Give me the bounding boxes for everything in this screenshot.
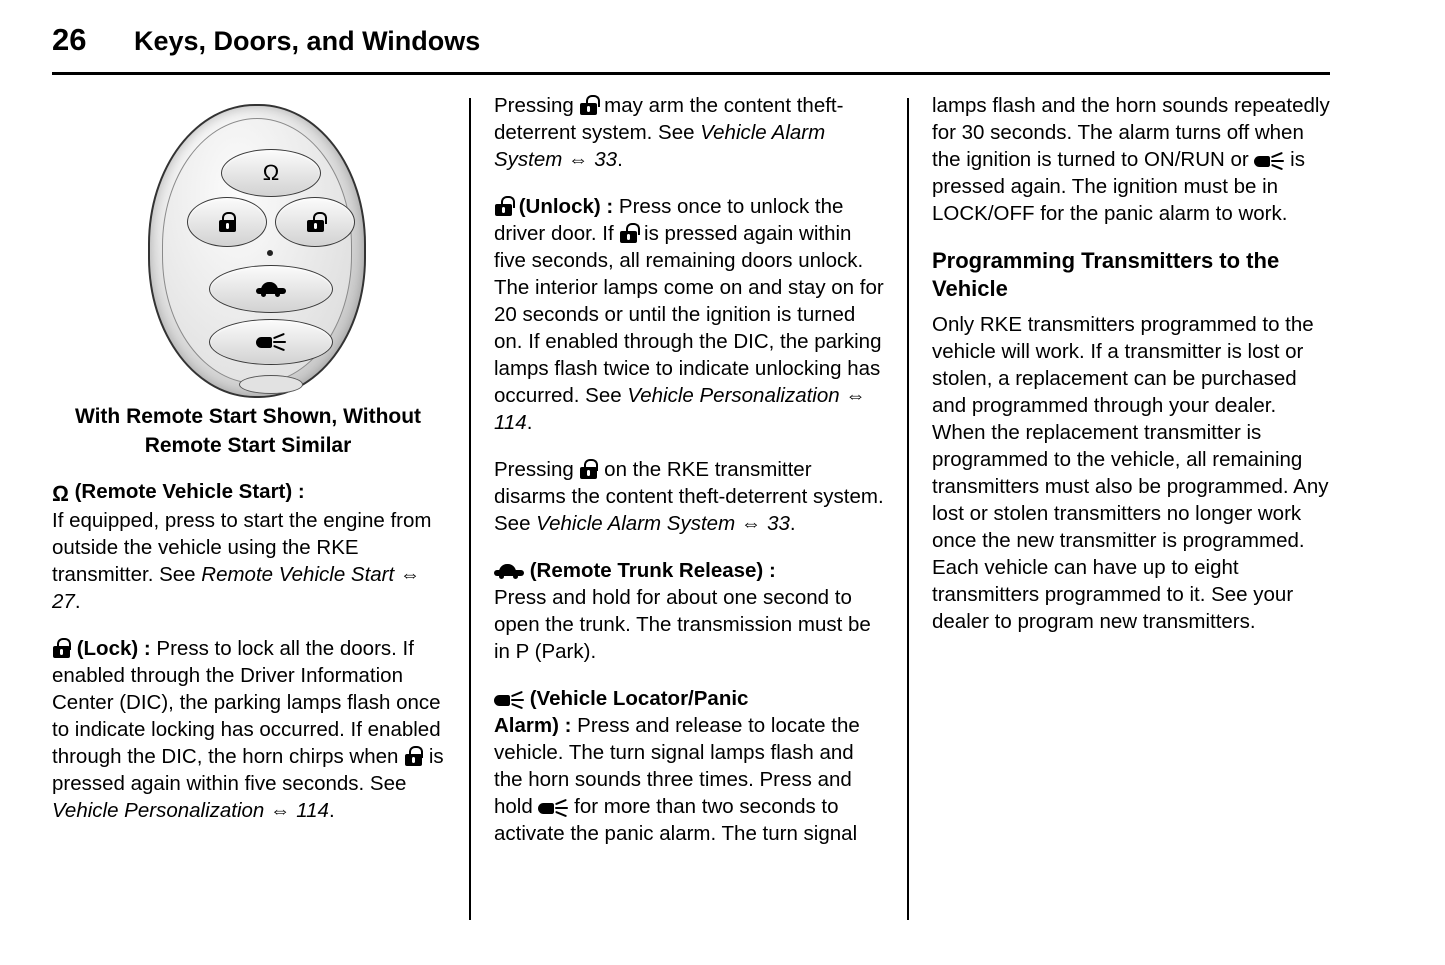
unlock-text-a: Press once to unlock the driver door. If	[494, 195, 844, 245]
trunk-label: (Remote Trunk Release) :	[529, 559, 776, 582]
lock-paragraph: (Lock) : Press to lock all the doors. If enabled through the Driver Information Center (DIC), the parking lamps flash once to indicate locking has occurred. If enabled through the DIC, the horn chirps when is pressed again within five seconds. See Vehicle Personalization ⇔ 114.	[52, 637, 444, 822]
column-1	[52, 92, 444, 920]
column-divider-2	[907, 98, 909, 920]
panic-text-a: Press and release to locate the vehicle. The turn signal lamps flash and the horn sounds three times. Press and hold	[494, 714, 860, 818]
fob-keyring-slot	[239, 375, 303, 394]
remote-start-text: If equipped, press to start the engine from outside the vehicle using the RKE transmitter. See	[52, 509, 432, 586]
remote-start-icon: Ω	[52, 481, 69, 506]
panic-text-b: for more than two seconds to activate the panic alarm. The turn signal	[494, 795, 858, 845]
disarm-ref: Vehicle Alarm System	[536, 512, 736, 535]
remote-start-ref: Remote Vehicle Start	[201, 563, 395, 586]
page-number: 26	[52, 22, 87, 57]
unlock-icon	[580, 95, 597, 115]
page-header	[52, 22, 1330, 58]
figure-caption-line2: Remote Start Similar	[144, 434, 352, 457]
chapter-title: Keys, Doors, and Windows	[134, 26, 481, 56]
unlock-icon	[620, 223, 637, 243]
panic-continued-paragraph	[932, 92, 1332, 227]
horn-icon	[256, 334, 286, 350]
remote-start-paragraph: Ω (Remote Vehicle Start) : If equipped, press to start the engine from outside the vehicle using the RKE transmitter. See Remote Vehicle Start ⇔ 27.	[52, 480, 432, 613]
fob-unlock-button	[275, 197, 355, 247]
fob-lock-button	[187, 197, 267, 247]
arm-page: 33	[594, 148, 618, 171]
lock-period: .	[328, 799, 335, 822]
horn-icon	[494, 692, 524, 708]
lock-text-a: Press to lock all the doors. If enabled through the Driver Information Center (DIC), the parking lamps flash once to indicate locking has occurred. If enabled through the DIC, the horn chirps when	[52, 637, 441, 768]
disarm-text-a: Pressing	[494, 458, 580, 481]
lock-text-b: is pressed again within five seconds. See	[52, 745, 444, 795]
arm-period: .	[617, 148, 623, 171]
lock-page: 114	[296, 799, 329, 822]
arm-paragraph: Pressing may arm the content theft-deterrent system. See Vehicle Alarm System ⇔ 33.	[494, 94, 844, 171]
arm-text-b: may arm the content theft-deterrent system. See	[494, 94, 844, 144]
panic-paragraph	[494, 685, 886, 847]
unlock-ref: Vehicle Personalization	[627, 384, 840, 407]
unlock-label: (Unlock) :	[518, 195, 614, 218]
horn-icon	[1254, 153, 1284, 169]
fob-indicator-dot	[267, 250, 273, 256]
lock-icon	[219, 212, 236, 232]
remote-start-label: (Remote Vehicle Start) :	[74, 480, 305, 503]
page-columns	[52, 92, 1332, 922]
key-fob-inner-bezel	[162, 118, 352, 384]
column-divider-1	[469, 98, 471, 920]
fob-remote-start-button	[221, 149, 321, 197]
arm-ref: Vehicle Alarm System	[494, 121, 826, 171]
key-fob-body	[148, 104, 366, 398]
trunk-text: Press and hold for about one second to open the trunk. The transmission must be in P (Park).	[494, 586, 871, 663]
remote-start-period: .	[74, 590, 81, 613]
fob-panic-alarm-button	[209, 319, 333, 365]
unlock-icon	[307, 212, 324, 232]
fob-trunk-release-button	[209, 265, 333, 313]
unlock-icon	[495, 196, 512, 216]
lock-icon	[580, 459, 597, 479]
disarm-page: 33	[767, 512, 790, 535]
arm-text-a: Pressing	[494, 94, 580, 117]
figure-caption	[52, 402, 444, 460]
lock-label: (Lock) :	[76, 637, 151, 660]
trunk-paragraph	[494, 557, 886, 665]
unlock-period: .	[526, 411, 533, 434]
disarm-text-b: on the RKE transmitter disarms the content theft-deterrent system. See	[494, 458, 884, 535]
lock-ref: Vehicle Personalization	[52, 799, 265, 822]
header-divider	[52, 72, 1330, 75]
programming-body: Only RKE transmitters programmed to the vehicle will work. If a transmitter is lost or stolen, a replacement can be purchased and programmed through your dealer. When the replacement transmitter is programmed to the vehicle, all remaining transmitters must also be programmed. Any lost or stolen transmitters no longer work once the new transmitter is programmed. Each vehicle can have up to eight transmitters programmed to it. See your dealer to program new transmitters.	[932, 313, 1329, 633]
section-heading-programming: Programming Transmitters to the Vehicle	[932, 248, 1280, 301]
panic-label-line2: Alarm) :	[494, 714, 572, 737]
panic-label-line1: (Vehicle Locator/Panic	[529, 687, 749, 710]
lock-icon	[53, 638, 70, 658]
column-3	[932, 92, 1332, 920]
panic-continued-text-a: lamps flash and the horn sounds repeatedly for 30 seconds. The alarm turns off when the ignition is turned to ON/RUN or	[932, 94, 1330, 171]
panic-continued-text-b: is pressed again. The ignition must be in LOCK/OFF for the panic alarm to work.	[932, 148, 1305, 225]
key-fob-illustration	[52, 92, 444, 392]
figure-caption-line1: With Remote Start Shown, Without	[74, 405, 422, 428]
car-trunk-icon	[256, 282, 286, 297]
column-2	[494, 92, 886, 920]
unlock-page: 114	[494, 411, 527, 434]
disarm-paragraph: Pressing on the RKE transmitter disarms the content theft-deterrent system. See Vehicle Alarm System ⇔ 33.	[494, 458, 884, 535]
car-trunk-icon	[494, 564, 524, 579]
lock-icon	[405, 746, 422, 766]
unlock-text-b: is pressed again within five seconds, all remaining doors unlock. The interior lamps come on and stay on for 20 seconds or until the ignition is turned on. If enabled through the DIC, the parking lamps flash twice to indicate unlocking has occurred. See	[494, 222, 884, 407]
remote-start-page: 27	[52, 590, 75, 613]
disarm-period: .	[789, 512, 796, 535]
unlock-paragraph: (Unlock) : Press once to unlock the driver door. If is pressed again within five seconds, all remaining doors unlock. The interior lamps come on and stay on for 20 seconds or until the ignition is turned on. If enabled through the DIC, the parking lamps flash twice to indicate unlocking has occurred. See Vehicle Personalization ⇔ 114.	[494, 195, 884, 434]
remote-start-icon: Ω	[262, 160, 280, 185]
horn-icon	[538, 800, 568, 816]
